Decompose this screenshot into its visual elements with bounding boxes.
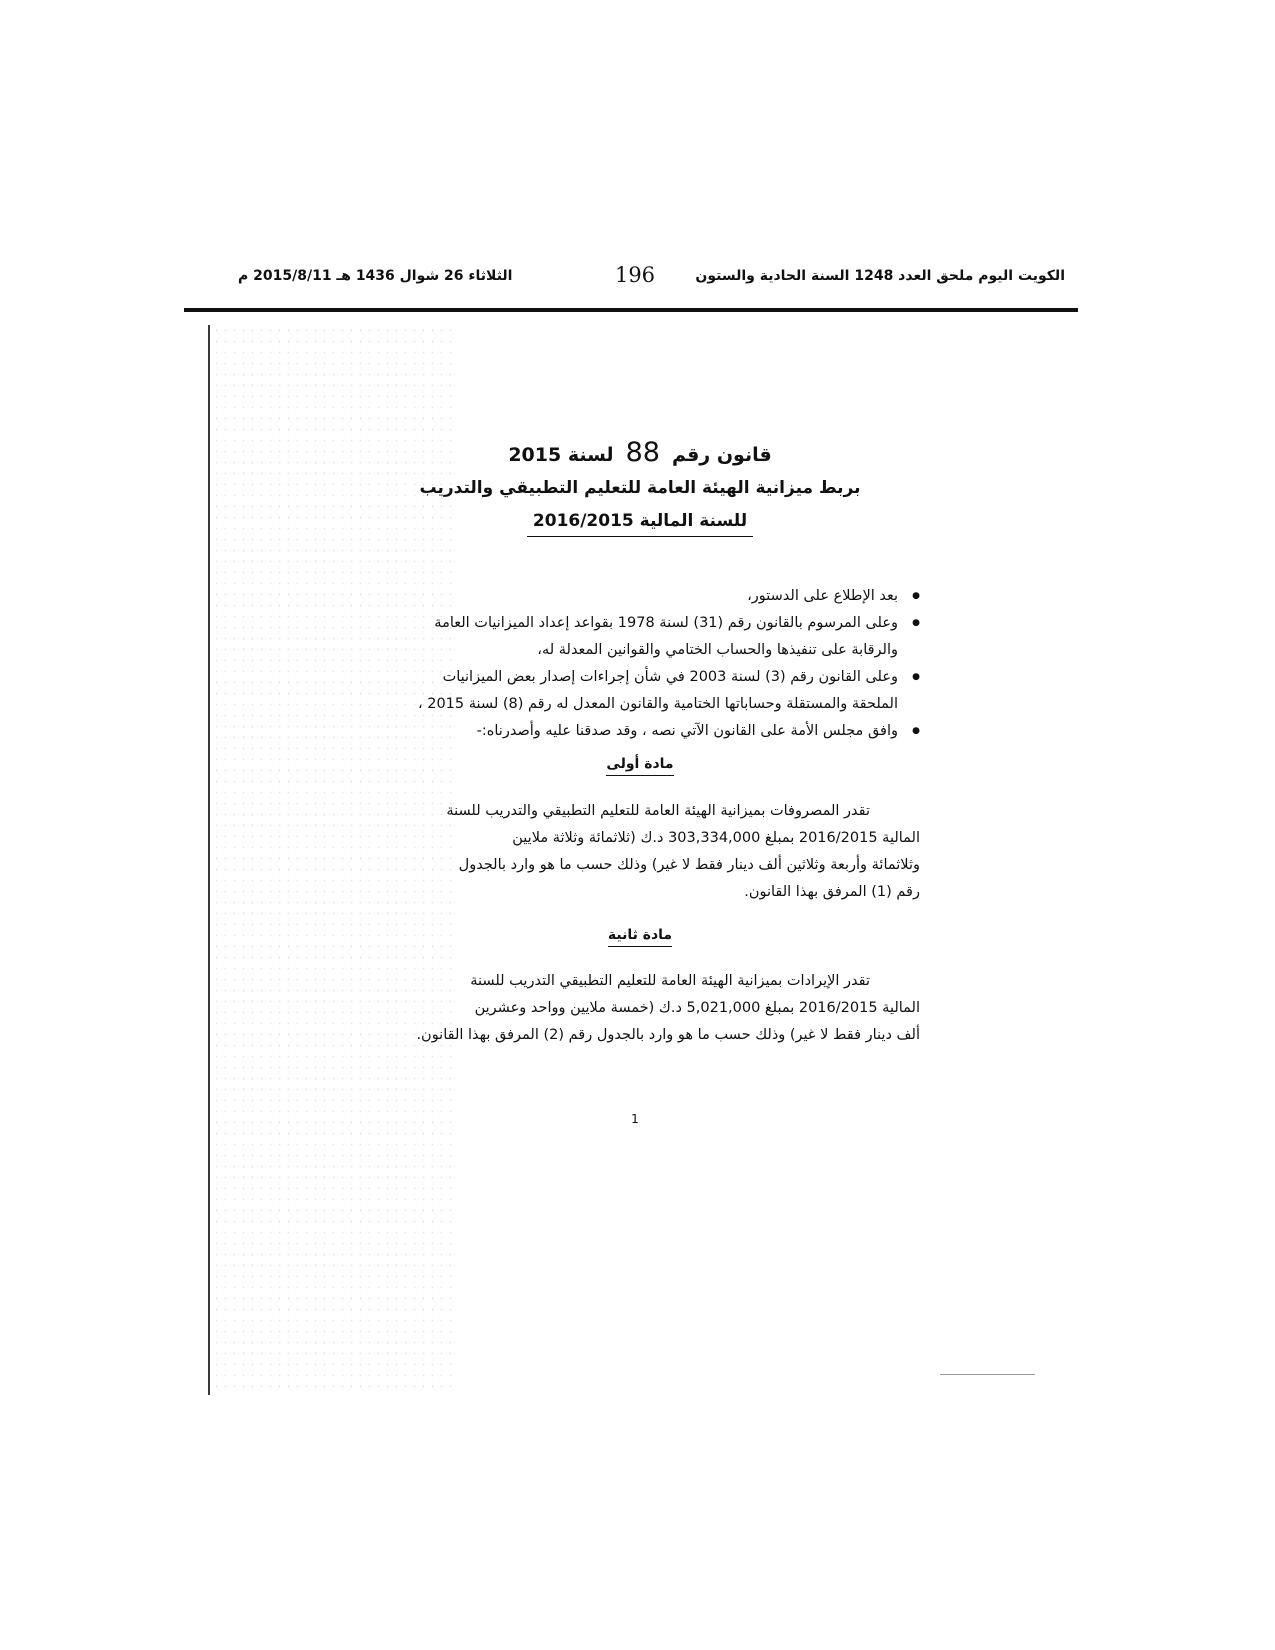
article-2-title: مادة ثانية [520,927,760,943]
gazette-page-number: 196 [614,263,656,287]
document-page-number: 1 [631,1112,639,1126]
law-year: لسنة 2015 [508,444,614,466]
article-2-text: تقدر الإيرادات بميزانية الهيئة العامة للتعليم التطبيقي التدريب للسنة المالية 2016/2015 بمبلغ 5,021,000 د.ك (خمسة ملايين وواحد وعشرين ألف دينار فقط لا غير) وذلك حسب ما هو وارد بالجدول رقم (2) المرفق بهذا القانون. [416,973,920,1043]
preamble-list [360,583,920,745]
law-title [380,437,900,468]
fiscal-year-title: للسنة المالية 2016/2015 [380,511,900,531]
gazette-date-header: الثلاثاء 26 شوال 1436 هـ 2015/8/11 م [238,268,513,284]
preamble-item: ● وعلى المرسوم بالقانون رقم (31) لسنة 1978 بقواعد إعداد الميزانيات العامة والرقابة على تنفيذها والحساب الختامي والقوانين المعدلة له، [360,610,920,664]
law-number: 88 [625,437,660,468]
law-subject: بربط ميزانية الهيئة العامة للتعليم التطبيقي والتدريب [419,478,861,498]
preamble-item: ● وعلى القانون رقم (3) لسنة 2003 في شأن إجراءات إصدار بعض الميزانيات الملحقة والمستقلة وحساباتها الختامية والقانون المعدل له رقم (8) لسنة 2015 ، [360,664,920,718]
article-1-title: مادة أولى [520,756,760,772]
margin-line [208,325,210,1395]
preamble-item: ● وافق مجلس الأمة على القانون الآتي نصه ، وقد صدقنا عليه وأصدرناه:- [360,718,920,745]
gazette-issue-header: الكويت اليوم ملحق العدد 1248 السنة الحادية والستون [695,268,1065,284]
footer-rule [940,1374,1035,1375]
header-rule [184,308,1078,312]
law-label: قانون رقم [671,444,772,466]
preamble-item: ● بعد الإطلاع على الدستور، [360,583,920,610]
article-1-text: تقدر المصروفات بميزانية الهيئة العامة للتعليم التطبيقي والتدريب للسنة المالية 2016/2015 بمبلغ 303,334,000 د.ك (ثلاثمائة وثلاثة ملايين وثلاثمائة وأربعة وثلاثين ألف دينار فقط لا غير) وذلك حسب ما هو وارد بالجدول رقم (1) المرفق بهذا القانون. [446,803,920,900]
